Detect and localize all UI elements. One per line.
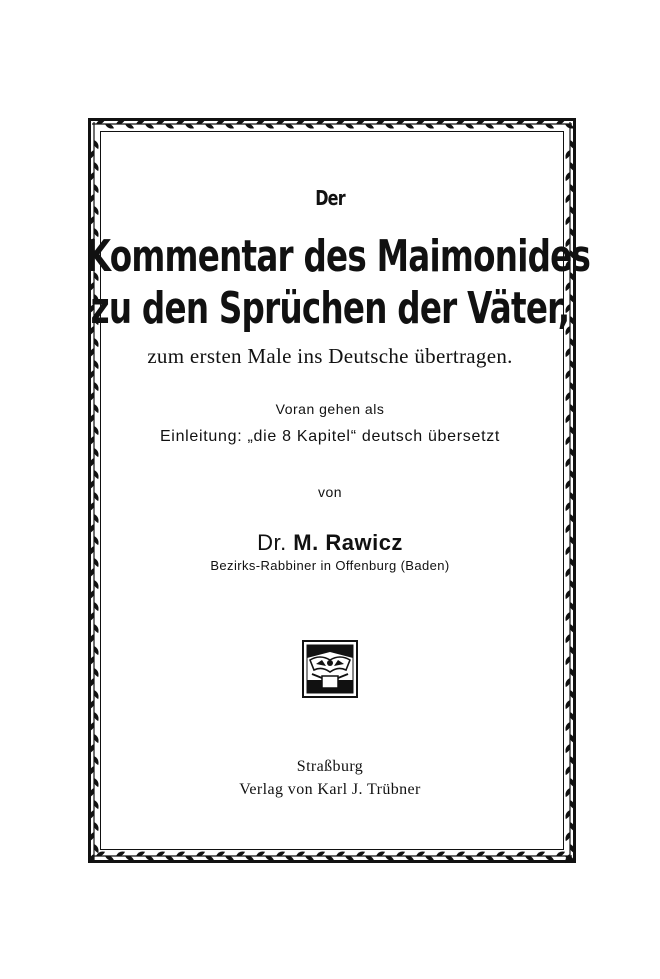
author-affiliation: Bezirks-Rabbiner in Offenburg (Baden) xyxy=(210,558,450,573)
author-prefix: Dr. xyxy=(257,530,294,555)
title-article: Der xyxy=(315,186,345,210)
introduction-text: Einleitung: „die 8 Kapitel“ deutsch übersetzt xyxy=(159,428,501,445)
publisher-emblem-icon xyxy=(302,640,358,698)
subtitle: zum ersten Male ins Deutsche übertragen. xyxy=(147,344,513,368)
publisher: Verlag von Karl J. Trübner xyxy=(239,781,421,798)
place: Straßburg xyxy=(296,758,364,775)
title-line-1: Kommentar des Maimonides xyxy=(85,231,591,282)
author-name: M. Rawicz xyxy=(293,530,403,555)
title-line-2: zu den Sprüchen der Väter, xyxy=(90,283,570,334)
by-text: von xyxy=(317,484,343,500)
author xyxy=(0,530,660,556)
preceded-by-text: Voran gehen als xyxy=(275,401,385,417)
